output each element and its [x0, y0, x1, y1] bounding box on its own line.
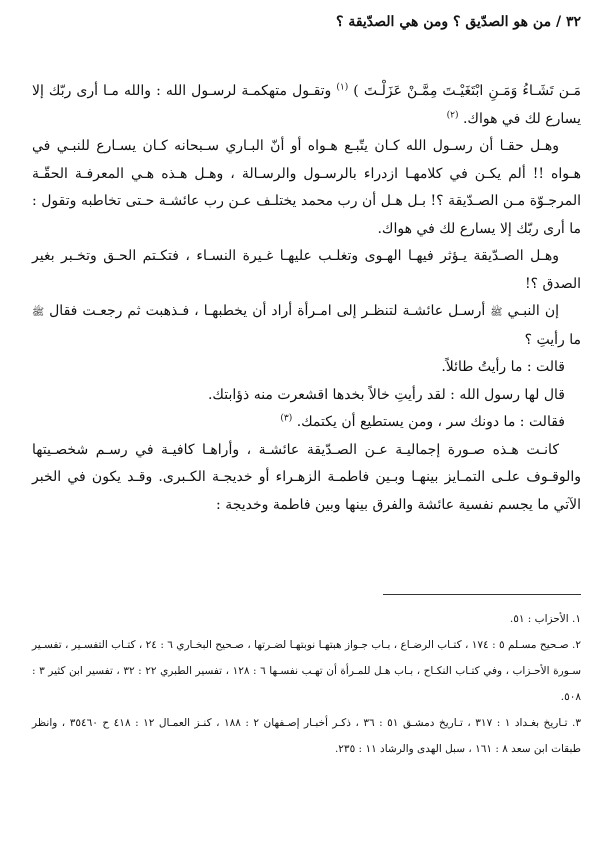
paragraph-quran-continuation — [32, 78, 581, 133]
paragraph-text: وتقـول متهكمـة لرسـول الله : والله مـا أرى ربّك إلا يسارع لك في هواك. — [32, 83, 581, 127]
footnotes — [32, 606, 581, 762]
footnote-marker-1[interactable]: (١) — [336, 82, 349, 93]
main-text — [32, 78, 581, 519]
quran-close-paren: ) — [353, 83, 359, 99]
footnote-1: ١. الأحزاب : ٥١. — [509, 613, 581, 625]
dialogue-line-2: قال لها رسول الله : لقد رأيتِ خالاً بخدها اقشعرت منه ذؤابتك. — [207, 386, 565, 403]
salawat-symbol: ﷺ — [32, 307, 45, 318]
paragraph-narration — [32, 298, 581, 354]
narration-part-2: أرسـل عائشـة لتنظـر إلى امـرأة أراد أن يخطبهـا ، فـذهبت ثم رجعـت فقال — [49, 303, 486, 319]
footnote-separator — [383, 594, 581, 595]
footnote-marker-3[interactable]: (٣) — [280, 413, 293, 424]
quran-verse: مَـن تَشَـاءُ وَمَـنِ ابْتَغَيْـتَ مِمَّـنْ عَزَلْـتَ — [363, 83, 582, 99]
dialogue-text: فقالت : ما دونك سر ، ومن يستطيع أن يكتمك. — [296, 414, 565, 430]
narration-part-1: إن النبـي — [507, 303, 560, 319]
narration-part-3: ما رأيتِ ؟ — [524, 331, 581, 348]
footnote-3: ٣. تـاريخ بغـداد ١ : ٣١٧ ، تـاريخ دمشـق ٥١ : ٣٦ ، ذكـر أخبـار إصـفهان ٢ : ١٨٨ ، كنـز العمـال ١٢ : ٤١٨ ح ٣٥٤٦٠ ، وانظر طبقات ابن سعد ٨ : ١٦١ ، سبل الهدى والرشاد ١١ : ٢٣٥. — [32, 717, 581, 755]
footnote-marker-2[interactable]: (٢) — [446, 109, 459, 120]
dialogue-line-1: قالت : ما رأيتُ طائلاً. — [441, 359, 565, 375]
dialogue-line-3 — [32, 409, 581, 437]
paragraph-summary: كانـت هـذه صـورة إجماليـة عـن الصـدّيقة عائشـة ، وأراهـا كافيـة في رسـم شخصـيتها والوقـوف علـى التمـايز بينهـا وبـين فاطمـة الزهـراء أو خديجـة الكـبرى. وقـد يكون في الخبر الآتي ما يجسم نفسية عائشة والفرق بينها وبين فاطمة وخديجة : — [32, 441, 581, 513]
paragraph-jealousy: وهـل الصـدّيقة يـؤثر فيهـا الهـوى وتغلـب عليهـا غـيرة النسـاء ، فتكـتم الحـق وتخـبر بغير الصدق ؟! — [32, 248, 581, 292]
page-header: ٣٢ / من هو الصدّيق ؟ ومن هي الصدّيقة ؟ — [336, 14, 581, 30]
paragraph-question: وهـل حقـا أن رسـول الله كـان يتّبـع هـواه أو أنّ البـاري سـبحانه كـان يسـارع للنبـي في هـواه !! ألم يكـن في كلامهـا ازدراء بالرسـول والرسـالة ، وهـل هـذه هـي المعرفـة الحقّـة المرجـوّة مـن الصـدّيقة ؟! بـل هـل أن رب محمد يختلـف عـن رب عائشـة حـتى تخاطبه وتقول : ما أرى ربّك إلا يسارع لك في هواك. — [32, 138, 581, 237]
footnote-2: ٢. صـحيح مسـلم ٥ : ١٧٤ ، كتـاب الرضـاع ، بـاب جـواز هبتهـا نوبتهـا لضـرتها ، صـحيح البخـاري ٦ : ٢٤ ، كتـاب التفسـير ، تفسـير سـورة الأحـزاب ، وفي كتـاب النكـاح ، بـاب هـل للمـرأة أن تهـب نفسـها ٦ : ١٢٨ ، تفسير الطبري ٢٢ : ٣٢ ، تفسير ابن كثير ٣ : ٥٠٨. — [32, 639, 581, 703]
salawat-symbol: ﷺ — [490, 307, 503, 318]
